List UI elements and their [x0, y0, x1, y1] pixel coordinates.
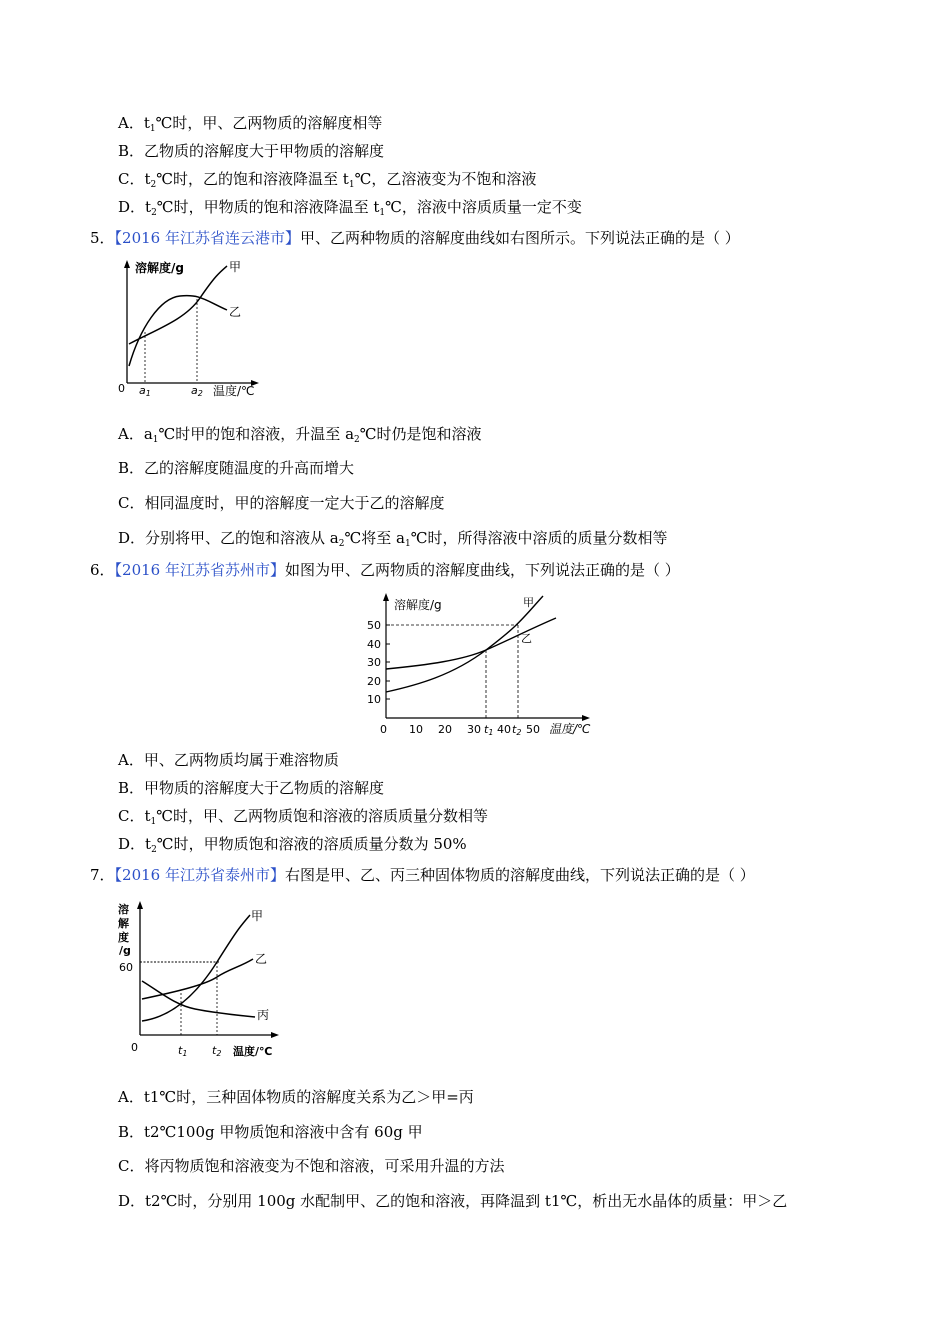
q5-stem: 5．【2016 年江苏省连云港市】甲、乙两种物质的溶解度曲线如右图所示。下列说法正确的是（ ）: [90, 229, 740, 247]
q7-x-arrow: [271, 1032, 279, 1038]
q5-source: 【2016 年江苏省连云港市】: [114, 229, 300, 247]
q5-figure: [115, 258, 265, 398]
q7-curve-label-bing: 丙: [257, 1008, 270, 1022]
q7-figure: [115, 897, 285, 1062]
q6-ytick-50: 50: [367, 619, 381, 632]
q7-origin: 0: [131, 1041, 138, 1054]
q5-option-c: C．相同温度时，甲的溶解度一定大于乙的溶解度: [118, 494, 445, 512]
q5-curve-jia: [129, 266, 227, 344]
q7-tick-t2: t2: [212, 1044, 222, 1058]
q6-stem: 6．【2016 年江苏省苏州市】如图为甲、乙两物质的溶解度曲线，下列说法正确的是（ ）: [90, 561, 680, 579]
q6-xtick-10: 10: [409, 723, 423, 736]
q5-option-d: D．分别将甲、乙的饱和溶液从 $a_2℃$将至 $a_1℃$时，所得溶液中溶质的质量分数相等: [118, 529, 668, 549]
q5-option-a: A．$a_1℃$时甲的饱和溶液，升温至 $a_2℃$时仍是饱和溶液: [118, 425, 482, 445]
q7-option-d: D．t2℃时，分别用 100g 水配制甲、乙的饱和溶液，再降温到 t1℃，析出无水晶体的质量：甲＞乙: [118, 1192, 788, 1210]
q6-option-b: B．甲物质的溶解度大于乙物质的溶解度: [118, 779, 385, 797]
q6-xtick-30: 30: [467, 723, 481, 736]
q7-x-label: 温度/℃: [233, 1045, 273, 1058]
q7-ylabel-4: /g: [119, 944, 131, 957]
q5-tick-a2: a2: [191, 384, 203, 398]
q7-option-a: A．t1℃时，三种固体物质的溶解度关系为乙＞甲=丙: [118, 1088, 474, 1106]
q6-ytick-20: 20: [367, 675, 381, 688]
q7-curve-yi: [142, 959, 253, 999]
q4-option-b: B．乙物质的溶解度大于甲物质的溶解度: [118, 142, 385, 160]
q5-curve-yi: [129, 296, 227, 366]
q6-ytick-40: 40: [367, 638, 381, 651]
q6-ytick-30: 30: [367, 656, 381, 669]
q6-figure: [358, 590, 598, 742]
q6-y-label: 溶解度/g: [394, 598, 442, 612]
q7-y60: 60: [119, 961, 133, 974]
q7-ylabel-2: 解: [118, 917, 129, 930]
q6-origin: 0: [380, 723, 387, 736]
q4-option-d: D．$t_2℃$时，甲物质的饱和溶液降温至 $t_1℃$，溶液中溶质质量一定不变: [118, 198, 582, 218]
q6-ytick-10: 10: [367, 693, 381, 706]
q6-curve-label-jia: 甲: [523, 596, 534, 609]
q5-option-b: B．乙的溶解度随温度的升高而增大: [118, 459, 355, 477]
q5-x-label: 温度/℃: [213, 384, 255, 398]
q6-xtick-20: 20: [438, 723, 452, 736]
q6-xtick-40: 40: [497, 723, 511, 736]
q7-source: 【2016 年江苏省泰州市】: [114, 866, 285, 884]
q7-option-c: C．将丙物质饱和溶液变为不饱和溶液，可采用升温的方法: [118, 1157, 505, 1175]
q6-x-arrow: [582, 715, 590, 721]
q7-stem: 7．【2016 年江苏省泰州市】右图是甲、乙、丙三种固体物质的溶解度曲线，下列说法正确的是（ ）: [90, 866, 755, 884]
q6-x-label: 温度/℃: [549, 722, 591, 736]
q5-y-label: 溶解度/g: [135, 261, 184, 275]
q7-option-b: B．t2℃100g 甲物质饱和溶液中含有 60g 甲: [118, 1123, 423, 1141]
q7-tick-t1: t1: [178, 1044, 188, 1058]
q5-curve-label-yi: 乙: [229, 305, 242, 319]
q6-option-a: A．甲、乙两物质均属于难溶物质: [118, 751, 339, 769]
q7-curve-label-jia: 甲: [251, 909, 264, 923]
q6-xtick-50: 50: [526, 723, 540, 736]
q7-ylabel-1: 溶: [118, 903, 129, 916]
q6-option-d: D．$t_2℃$时，甲物质饱和溶液的溶质质量分数为 50%: [118, 835, 467, 855]
q7-curve-label-yi: 乙: [255, 952, 268, 966]
q6-tick-t1: t1: [484, 723, 494, 737]
q5-origin: 0: [118, 382, 125, 395]
q6-source: 【2016 年江苏省苏州市】: [114, 561, 285, 579]
q6-option-c: C．$t_1℃$时，甲、乙两物质饱和溶液的溶质质量分数相等: [118, 807, 489, 827]
q6-curve-label-yi: 乙: [521, 632, 532, 645]
q5-tick-a1: a1: [139, 384, 151, 398]
q4-option-c: C．$t_2℃$时，乙的饱和溶液降温至 $t_1℃$，乙溶液变为不饱和溶液: [118, 170, 537, 190]
q6-y-arrow: [383, 593, 389, 601]
q5-y-arrow: [124, 260, 130, 268]
q7-ylabel-3: 度: [118, 931, 129, 944]
q5-curve-label-jia: 甲: [229, 260, 242, 274]
q6-tick-t2: t2: [512, 723, 522, 737]
q4-option-a: A．$t_1℃$时，甲、乙两物质的溶解度相等: [118, 114, 383, 134]
q7-y-arrow: [137, 901, 143, 909]
